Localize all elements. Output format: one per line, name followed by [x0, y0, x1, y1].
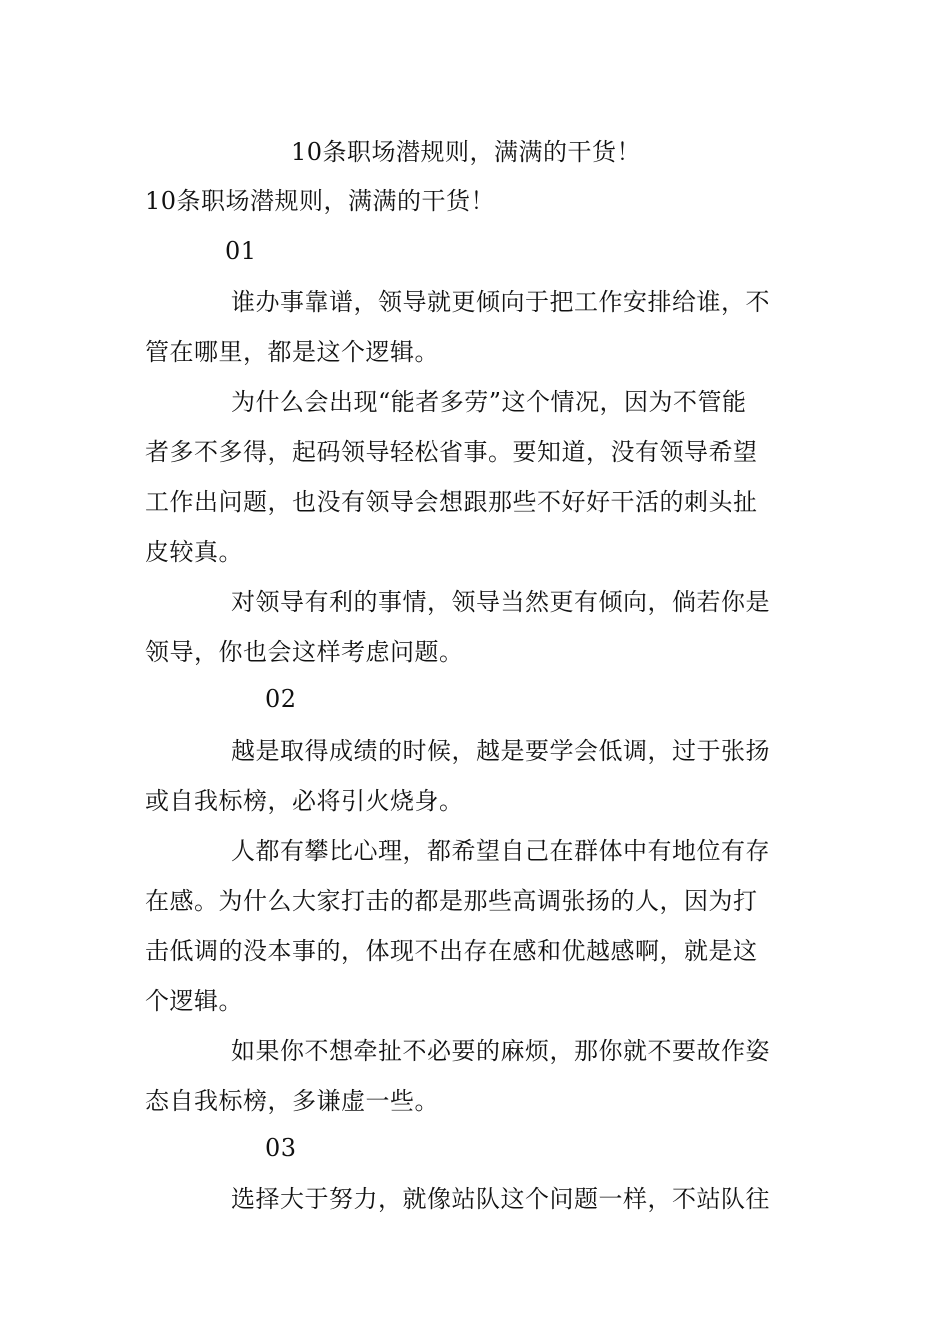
paragraph-line: 选择大于努力，就像站队这个问题一样，不站队往 [231, 1185, 770, 1213]
paragraph-line: 或自我标榜，必将引火烧身。 [145, 787, 464, 815]
paragraph-line: 如果你不想牵扯不必要的麻烦，那你就不要故作姿 [231, 1037, 770, 1065]
paragraph-line: 皮较真。 [145, 538, 243, 566]
paragraph-line: 人都有攀比心理，都希望自己在群体中有地位有存 [231, 837, 770, 865]
paragraph-line: 为什么会出现“能者多劳”这个情况，因为不管能 [231, 388, 747, 416]
paragraph-line: 态自我标榜，多谦虚一些。 [145, 1087, 439, 1115]
paragraph-line: 工作出问题，也没有领导会想跟那些不好好干活的刺头扯 [145, 488, 758, 516]
paragraph-line: 越是取得成绩的时候，越是要学会低调，过于张扬 [231, 737, 770, 765]
paragraph-line: 在感。为什么大家打击的都是那些高调张扬的人，因为打 [145, 887, 758, 915]
section-number-01: 01 [225, 237, 257, 265]
paragraph-line: 谁办事靠谱，领导就更倾向于把工作安排给谁，不 [231, 288, 770, 316]
paragraph-line: 击低调的没本事的，体现不出存在感和优越感啊，就是这 [145, 937, 758, 965]
paragraph-line: 对领导有利的事情，领导当然更有倾向，倘若你是 [231, 588, 770, 616]
paragraph-line: 者多不多得，起码领导轻松省事。要知道，没有领导希望 [145, 438, 758, 466]
document-title-repeat: 10条职场潜规则，满满的干货！ [145, 187, 496, 215]
section-number-03: 03 [265, 1134, 297, 1162]
paragraph-line: 领导，你也会这样考虑问题。 [145, 638, 464, 666]
paragraph-line: 个逻辑。 [145, 987, 243, 1015]
section-number-02: 02 [265, 685, 297, 713]
document-title: 10条职场潜规则，满满的干货！ [291, 138, 642, 166]
paragraph-line: 管在哪里，都是这个逻辑。 [145, 338, 439, 366]
